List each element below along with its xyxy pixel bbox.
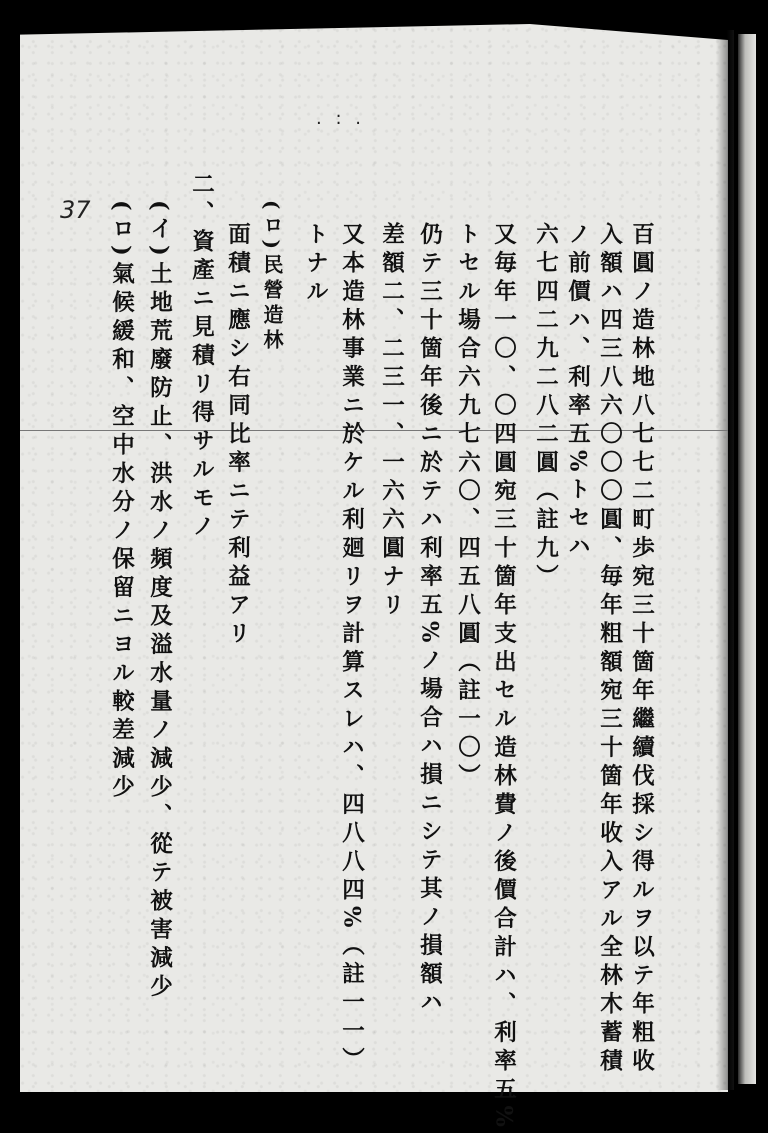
text-column-10: トナル bbox=[302, 222, 329, 308]
text-column-3: ノ前價ハ、利率五%トセハ bbox=[564, 222, 591, 563]
text-column-6: トセル場合六九七六〇、四五八圓（註一〇） bbox=[454, 222, 481, 792]
ink-dots: . : . bbox=[316, 108, 365, 129]
adjacent-page-edge bbox=[738, 34, 756, 1084]
text-column-4: 六七四二九二八二圓（註九） bbox=[532, 222, 559, 593]
text-column-8: 差額二、二三一、一六六圓ナリ bbox=[378, 222, 405, 621]
text-column-12: 面積ニ應シ右同比率ニテ利益アリ bbox=[224, 222, 251, 650]
section-heading-private: (ロ)民營造林 bbox=[260, 200, 284, 354]
text-column-5: 又毎年一〇、〇四圓宛三十箇年支出セル造林費ノ後價合計ハ、利率五% bbox=[490, 222, 517, 1133]
page-fold-shadow bbox=[716, 30, 734, 1090]
text-column-14: (イ)土地荒廢防止、洪水ノ頻度及溢水量ノ減少、從テ被害減少 bbox=[146, 200, 173, 1003]
text-column-2: 入額ハ四三八六〇〇〇圓、毎年粗額宛三十箇年收入アル全林木蓄積 bbox=[596, 222, 623, 1077]
text-column-1: 百圓ノ造林地八七七二町歩宛三十箇年繼續伐採シ得ルヲ以テ年粗收 bbox=[628, 222, 655, 1077]
page-number: 37 bbox=[60, 196, 91, 224]
text-column-9: 又本造林事業ニ於ケル利廻リヲ計算スレハ、四八八四%（註一一） bbox=[338, 222, 365, 1076]
text-column-15: (ロ)氣候緩和、空中水分ノ保留ニヨル較差減少 bbox=[108, 200, 135, 804]
text-column-7: 仍テ三十箇年後ニ於テハ利率五%ノ場合ハ損ニシテ其ノ損額ハ bbox=[416, 222, 443, 1019]
section-heading-2: 二、資產ニ見積リ得サルモノ bbox=[188, 172, 215, 543]
